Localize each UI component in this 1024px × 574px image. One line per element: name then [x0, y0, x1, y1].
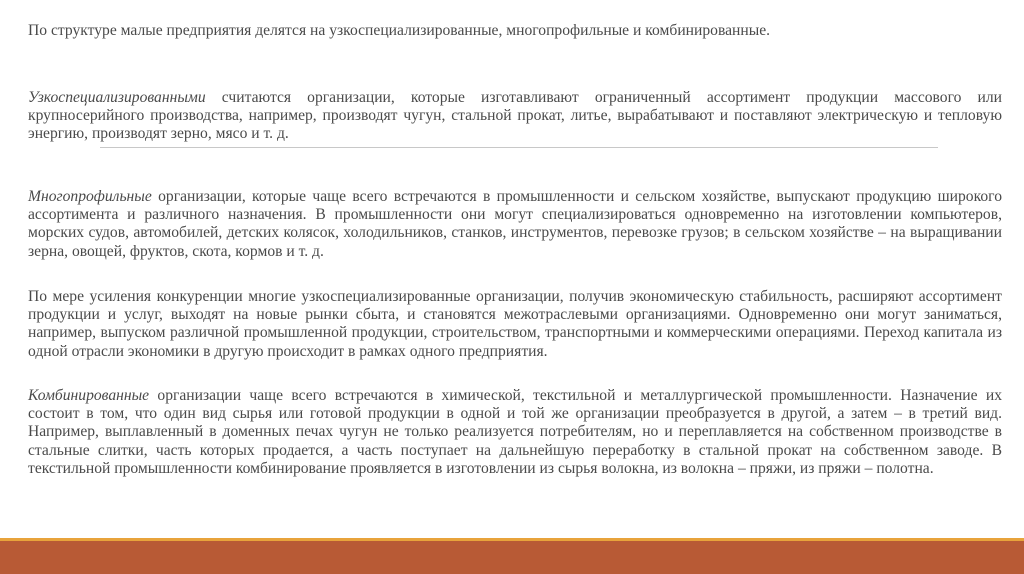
paragraph-competition — [28, 288, 1002, 361]
paragraph-intro-text: По структуре малые предприятия делятся на узкоспециализированные, многопрофильные и комбинированные. — [28, 22, 771, 39]
footer-bar — [0, 541, 1024, 574]
paragraph-combined-text: организации чаще всего встречаются в химической, текстильной и металлургической промышленности. Назначение их состоит в том, что один вид сырья или готовой продукции в одной и той же организации преобразуется в другой, а затем – в третий вид. Например, выплавленный в доменных печах чугун не только реализуется потребителям, но и переплавляется на собственном производстве в стальные слитки, часть которых продается, а часть поступает на дальнейшую переработку в стальной прокат на собственном заводе. В текстильной промышленности комбинирование проявляется в изготовлении из сырья волокна, из волокна – пряжи, из пряжи – полотна. — [28, 387, 1002, 477]
term-narrow-specialized: Узкоспециализированными — [28, 89, 206, 106]
paragraph-multi-profile — [28, 188, 1002, 261]
term-multi-profile: Многопрофильные — [28, 188, 152, 205]
paragraph-multi-profile-text: организации, которые чаще всего встречаются в промышленности и сельском хозяйстве, выпускают продукцию широкого ассортимента и различного назначения. В промышленности они могут специализироваться одновременно на изготовлении компьютеров, морских судов, автомобилей, детских колясок, холодильников, станков, инструментов, перевозке грузов; в сельском хозяйстве – на выращивании зерна, овощей, фруктов, скота, кормов и т. д. — [28, 188, 1002, 260]
paragraph-intro — [28, 22, 1002, 40]
paragraph-narrow-specialized — [28, 89, 1002, 144]
paragraph-competition-text: По мере усиления конкуренции многие узкоспециализированные организации, получив экономическую стабильность, расширяют ассортимент продукции и услуг, выходят на новые рынки сбыта, и становятся межотраслевыми организациями. Одновременно они могут заниматься, например, выпуском различной промышленной продукции, строительством, транспортными и коммерческими операциями. Переход капитала из одной отрасли экономики в другую происходит в рамках одного предприятия. — [28, 288, 1002, 360]
divider-line — [100, 147, 938, 148]
paragraph-combined — [28, 387, 1002, 478]
term-combined: Комбинированные — [28, 387, 150, 404]
paragraph-narrow-specialized-text: считаются организации, которые изготавливают ограниченный ассортимент продукции массового или крупносерийного производства, например, производят чугун, стальной прокат, литье, вырабатывают и поставляют электрическую и тепловую энергию, производят зерно, мясо и т. д. — [28, 89, 1002, 143]
